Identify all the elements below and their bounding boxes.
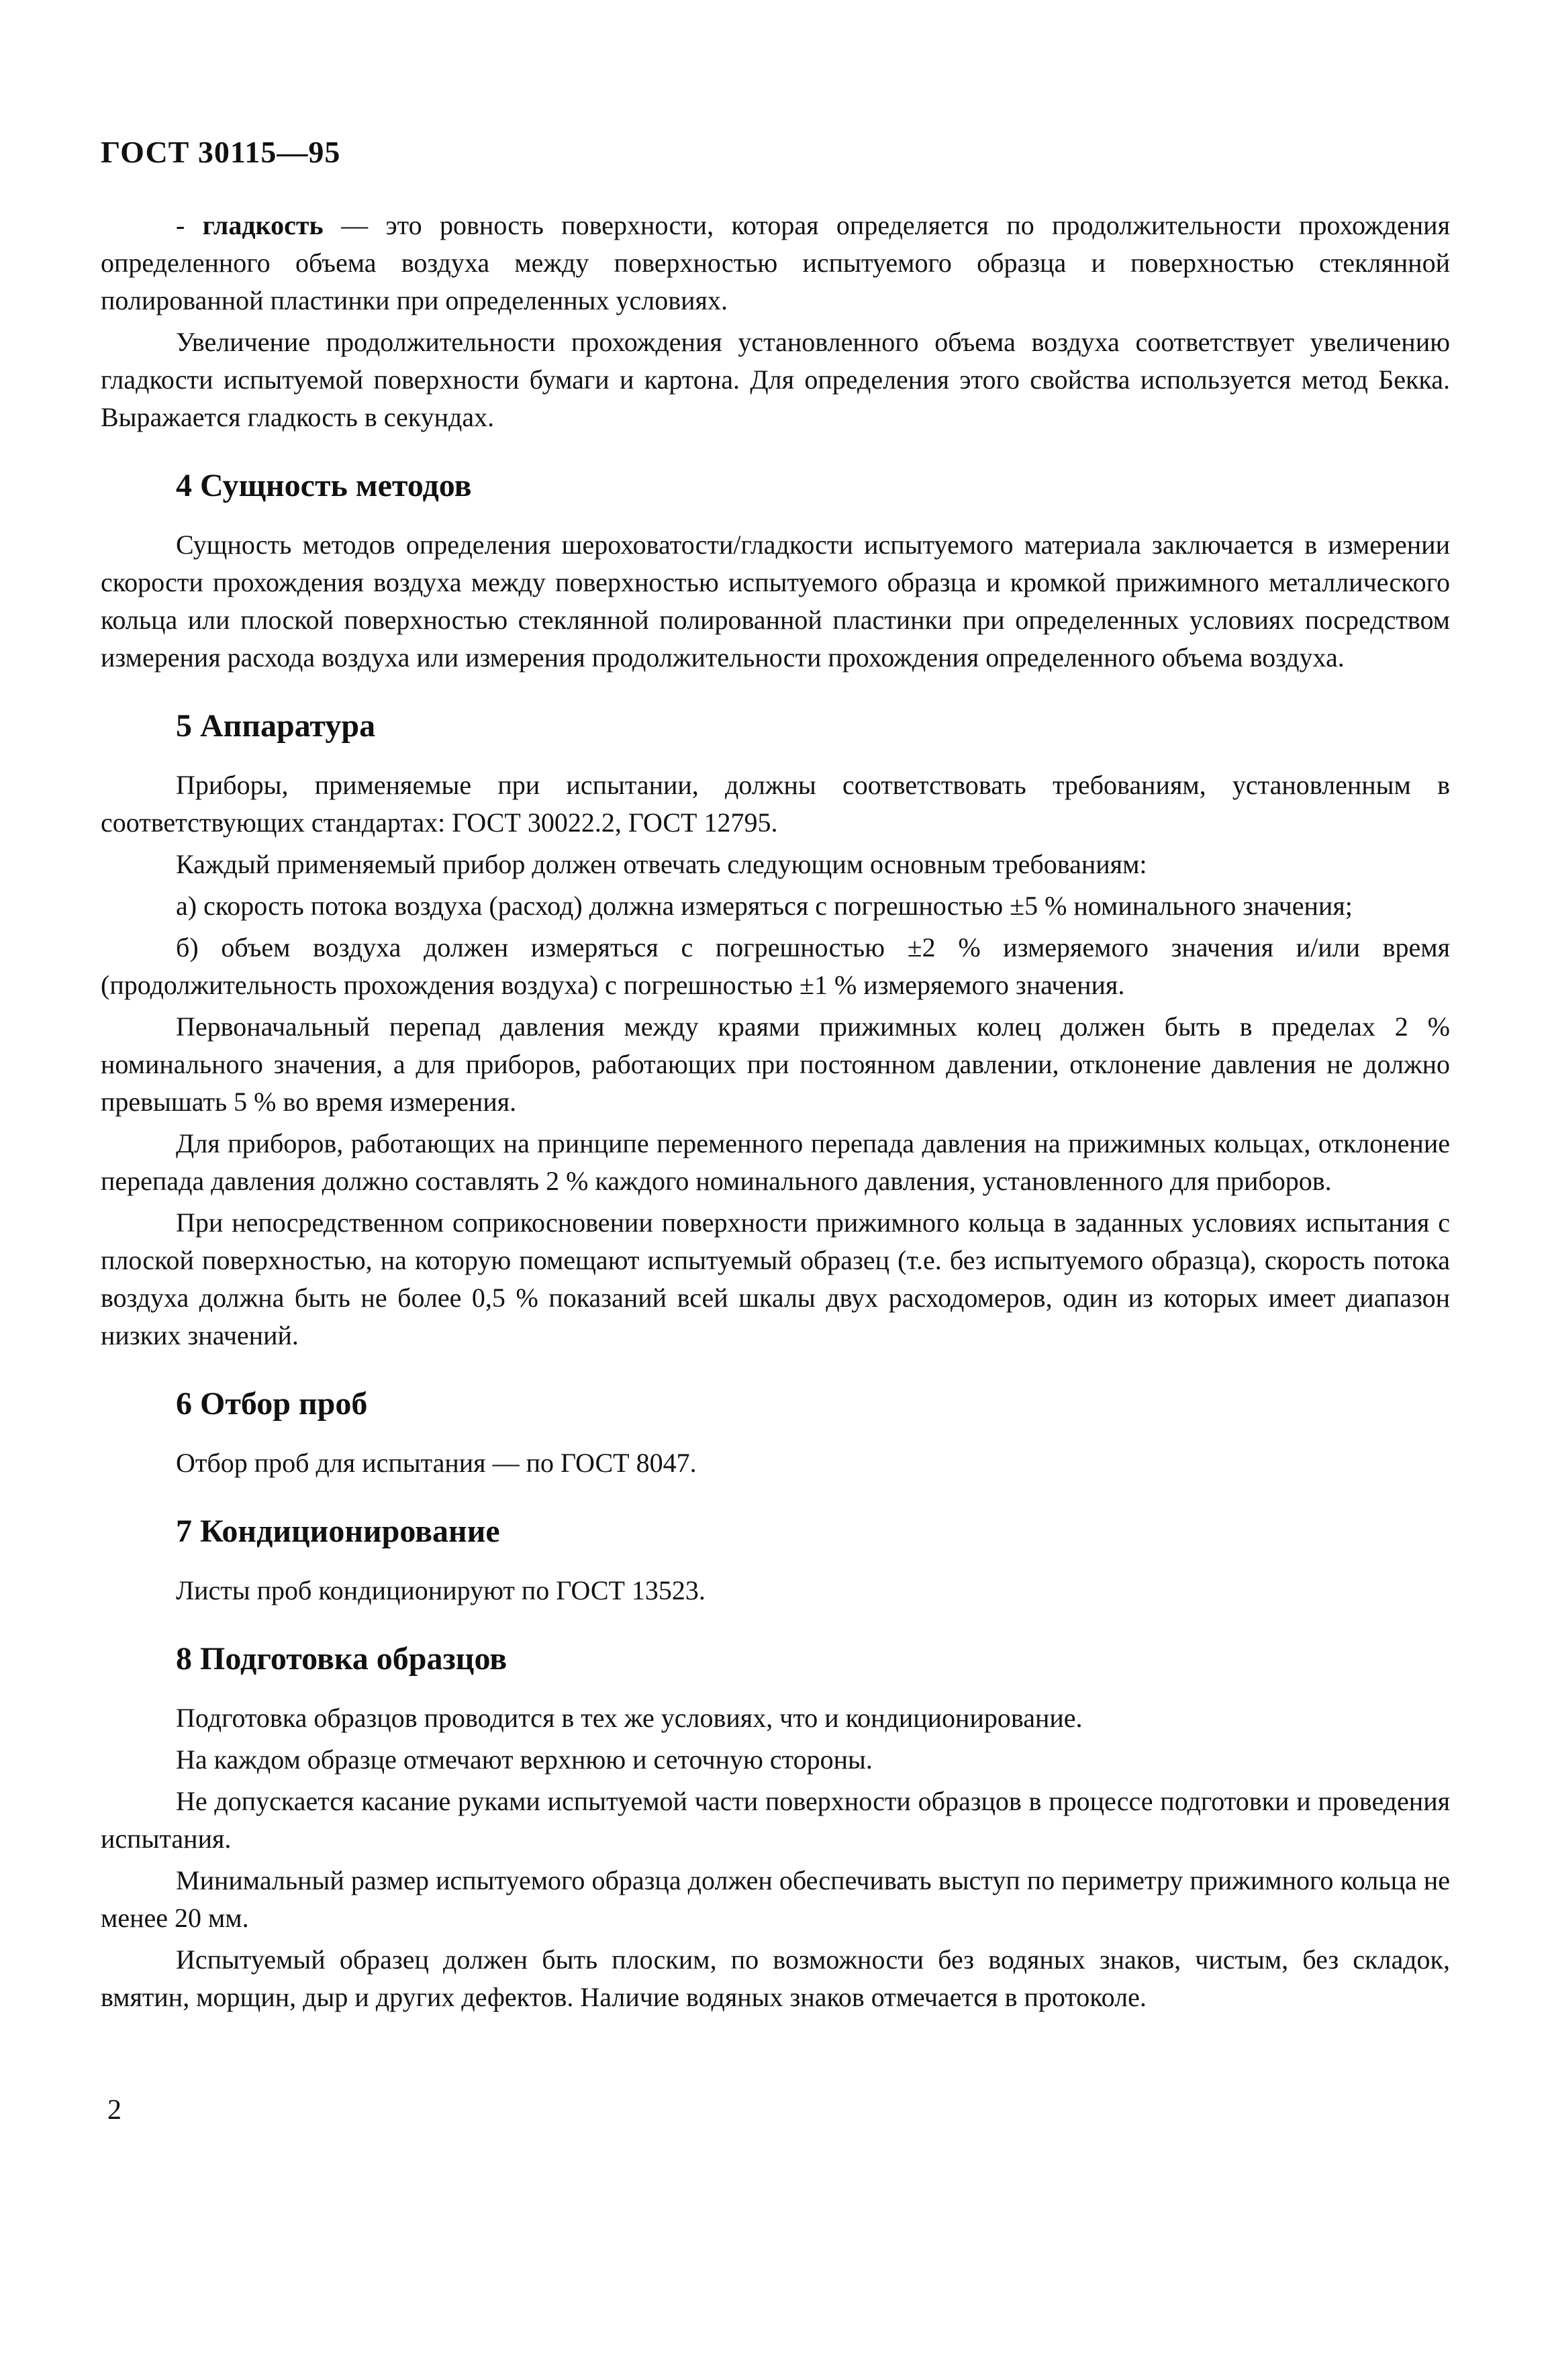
- definition-text: — это ровность поверхности, которая определяется по продолжительности прохождения определенного объема воздуха между поверхностью испытуемого образца и поверхностью стеклянной полированной пластинки при определенных условиях.: [101, 210, 1450, 315]
- smoothness-definition: [101, 207, 1450, 319]
- section-5-paragraph: Для приборов, работающих на принципе переменного перепада давления на прижимных кольцах, отклонение перепада давления должно составлять 2 % каждого номинального давления, установленного для приборов.: [101, 1128, 1450, 1196]
- term-smoothness: гладкость: [202, 210, 324, 240]
- section-7-paragraph: Листы проб кондиционируют по ГОСТ 13523.: [176, 1575, 706, 1605]
- section-5-list-item-a: а) скорость потока воздуха (расход) должна измеряться с погрешностью ±5 % номинального значения;: [176, 891, 1353, 921]
- section-4-heading: 4 Сущность методов: [176, 468, 472, 503]
- section-8-paragraph: На каждом образце отмечают верхнюю и сеточную стороны.: [176, 1744, 873, 1775]
- section-8-heading: 8 Подготовка образцов: [176, 1641, 507, 1677]
- section-5-paragraph: Первоначальный перепад давления между краями прижимных колец должен быть в пределах 2 % номинального значения, а для приборов, работающих при постоянном давлении, отклонение давления не должно превышать 5 % во время измерения.: [101, 1011, 1450, 1117]
- section-5-paragraph: Приборы, применяемые при испытании, должны соответствовать требованиям, установленным в соответствующих стандартах: ГОСТ 30022.2, ГОСТ 12795.: [101, 770, 1450, 838]
- section-5-list-item-b: б) объем воздуха должен измеряться с погрешностью ±2 % измеряемого значения и/или время (продолжительность прохождения воздуха) с погрешностью ±1 % измеряемого значения.: [101, 932, 1450, 1000]
- section-7-heading: 7 Кондиционирование: [176, 1514, 500, 1549]
- section-5-paragraph: Каждый применяемый прибор должен отвечать следующим основным требованиям:: [176, 849, 1147, 879]
- document-code-header: ГОСТ 30115—95: [101, 135, 341, 169]
- section-4-paragraph: Сущность методов определения шероховатости/гладкости испытуемого материала заключается в измерении скорости прохождения воздуха между поверхностью испытуемого образца и кромкой прижимного металлического кольца или плоской поверхностью стеклянной полированной пластинки при определенных условиях посредством измерения расхода воздуха или измерения продолжительности прохождения определенного объема воздуха.: [101, 530, 1450, 673]
- section-8-paragraph: Испытуемый образец должен быть плоским, по возможности без водяных знаков, чистым, без складок, вмятин, морщин, дыр и других дефектов. Наличие водяных знаков отмечается в протоколе.: [101, 1944, 1450, 2012]
- section-8-paragraph: Минимальный размер испытуемого образца должен обеспечивать выступ по периметру прижимного кольца не менее 20 мм.: [101, 1865, 1450, 1933]
- section-6-heading: 6 Отбор проб: [176, 1386, 368, 1422]
- section-6-paragraph: Отбор проб для испытания — по ГОСТ 8047.: [176, 1448, 697, 1478]
- document-body: [101, 207, 1450, 2016]
- section-5-heading: 5 Аппаратура: [176, 708, 376, 744]
- smoothness-note: Увеличение продолжительности прохождения установленного объема воздуха соответствует увеличению гладкости испытуемой поверхности бумаги и картона. Для определения этого свойства используется метод Бекка. Выражается гладкость в секундах.: [101, 327, 1450, 432]
- list-dash: -: [176, 210, 203, 240]
- section-8-paragraph: Не допускается касание руками испытуемой части поверхности образцов в процессе подготовки и проведения испытания.: [101, 1786, 1450, 1854]
- section-5-paragraph: При непосредственном соприкосновении поверхности прижимного кольца в заданных условиях испытания с плоской поверхностью, на которую помещают испытуемый образец (т.е. без испытуемого образца), скорость потока воздуха должна быть не более 0,5 % показаний всей шкалы двух расходомеров, один из которых имеет диапазон низких значений.: [101, 1207, 1450, 1350]
- page-number: 2: [107, 2095, 122, 2126]
- section-8-paragraph: Подготовка образцов проводится в тех же условиях, что и кондиционирование.: [176, 1703, 1083, 1733]
